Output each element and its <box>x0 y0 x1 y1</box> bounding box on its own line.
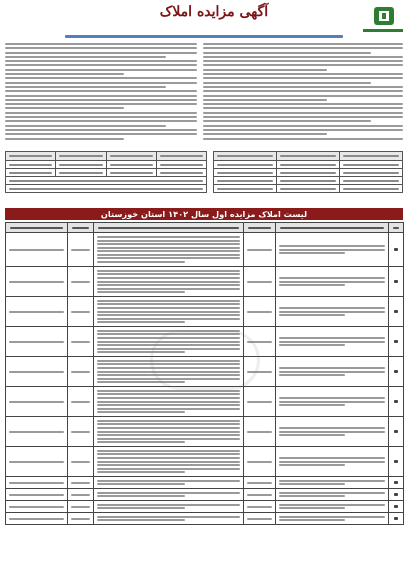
table-cell <box>6 417 68 447</box>
table-cell <box>68 297 94 327</box>
schedule-table <box>5 151 207 193</box>
table-cell <box>6 357 68 387</box>
table-cell <box>68 489 94 501</box>
table-cell <box>94 501 244 513</box>
intro-text-block <box>5 43 403 149</box>
table-cell <box>276 447 389 477</box>
table-cell <box>6 327 68 357</box>
table-cell <box>68 477 94 489</box>
logo-caption-bar <box>363 29 403 32</box>
table-cell <box>389 447 404 477</box>
table-cell <box>94 387 244 417</box>
table-row <box>6 477 404 489</box>
table-cell <box>276 327 389 357</box>
table-cell <box>94 297 244 327</box>
table-cell <box>389 489 404 501</box>
table-cell <box>389 267 404 297</box>
notice-subtitle-blurred <box>5 31 403 41</box>
table-row <box>6 417 404 447</box>
table-cell <box>244 297 276 327</box>
table-cell <box>276 267 389 297</box>
table-cell <box>68 417 94 447</box>
table-cell <box>6 297 68 327</box>
table-cell <box>244 233 276 267</box>
table-cell <box>276 297 389 327</box>
table-cell <box>244 477 276 489</box>
table-cell <box>389 327 404 357</box>
intro-column-left <box>5 43 197 149</box>
table-cell <box>244 387 276 417</box>
table-cell <box>389 501 404 513</box>
table-cell <box>6 513 68 525</box>
table-cell <box>6 233 68 267</box>
table-row <box>6 489 404 501</box>
table-cell <box>389 233 404 267</box>
table-cell <box>94 233 244 267</box>
table-cell <box>389 297 404 327</box>
table-row <box>6 447 404 477</box>
table-cell <box>276 477 389 489</box>
table-row <box>6 297 404 327</box>
property-list-title: لیست املاک مزایده اول سال ۱۴۰۲ استان خوزستان <box>5 208 403 220</box>
table-cell <box>276 387 389 417</box>
table-cell <box>68 327 94 357</box>
table-row <box>6 267 404 297</box>
table-cell <box>389 513 404 525</box>
table-cell <box>6 501 68 513</box>
bank-logo <box>371 5 397 29</box>
table-cell <box>389 477 404 489</box>
table-cell <box>68 357 94 387</box>
table-cell <box>68 513 94 525</box>
table-row <box>6 501 404 513</box>
notice-title: آگهی مزایده املاک <box>159 4 269 20</box>
table-row <box>6 387 404 417</box>
bank-logo-icon <box>371 5 397 29</box>
table-cell <box>68 447 94 477</box>
table-cell <box>276 501 389 513</box>
table-row <box>6 233 404 267</box>
table-cell <box>6 477 68 489</box>
table-cell <box>276 513 389 525</box>
watermark-seal <box>150 330 260 390</box>
summary-tables <box>5 151 403 205</box>
table-cell <box>94 267 244 297</box>
table-cell <box>94 489 244 501</box>
table-cell <box>276 489 389 501</box>
intro-column-right <box>203 43 403 149</box>
table-cell <box>68 233 94 267</box>
table-cell <box>6 387 68 417</box>
table-cell <box>389 357 404 387</box>
table-cell <box>276 417 389 447</box>
table-cell <box>6 267 68 297</box>
table-cell <box>94 447 244 477</box>
table-cell <box>68 501 94 513</box>
table-cell <box>244 447 276 477</box>
table-cell <box>68 267 94 297</box>
table-cell <box>244 267 276 297</box>
table-cell <box>389 387 404 417</box>
table-cell <box>244 513 276 525</box>
table-cell <box>276 233 389 267</box>
table-cell <box>94 477 244 489</box>
contact-table <box>213 151 403 193</box>
table-cell <box>6 447 68 477</box>
table-cell <box>94 417 244 447</box>
table-cell <box>389 417 404 447</box>
table-cell <box>244 489 276 501</box>
property-table-header <box>6 223 404 233</box>
table-cell <box>244 417 276 447</box>
table-cell <box>276 357 389 387</box>
table-cell <box>68 387 94 417</box>
notice-header <box>5 3 403 29</box>
table-cell <box>94 513 244 525</box>
table-row <box>6 513 404 525</box>
table-cell <box>244 501 276 513</box>
table-cell <box>6 489 68 501</box>
